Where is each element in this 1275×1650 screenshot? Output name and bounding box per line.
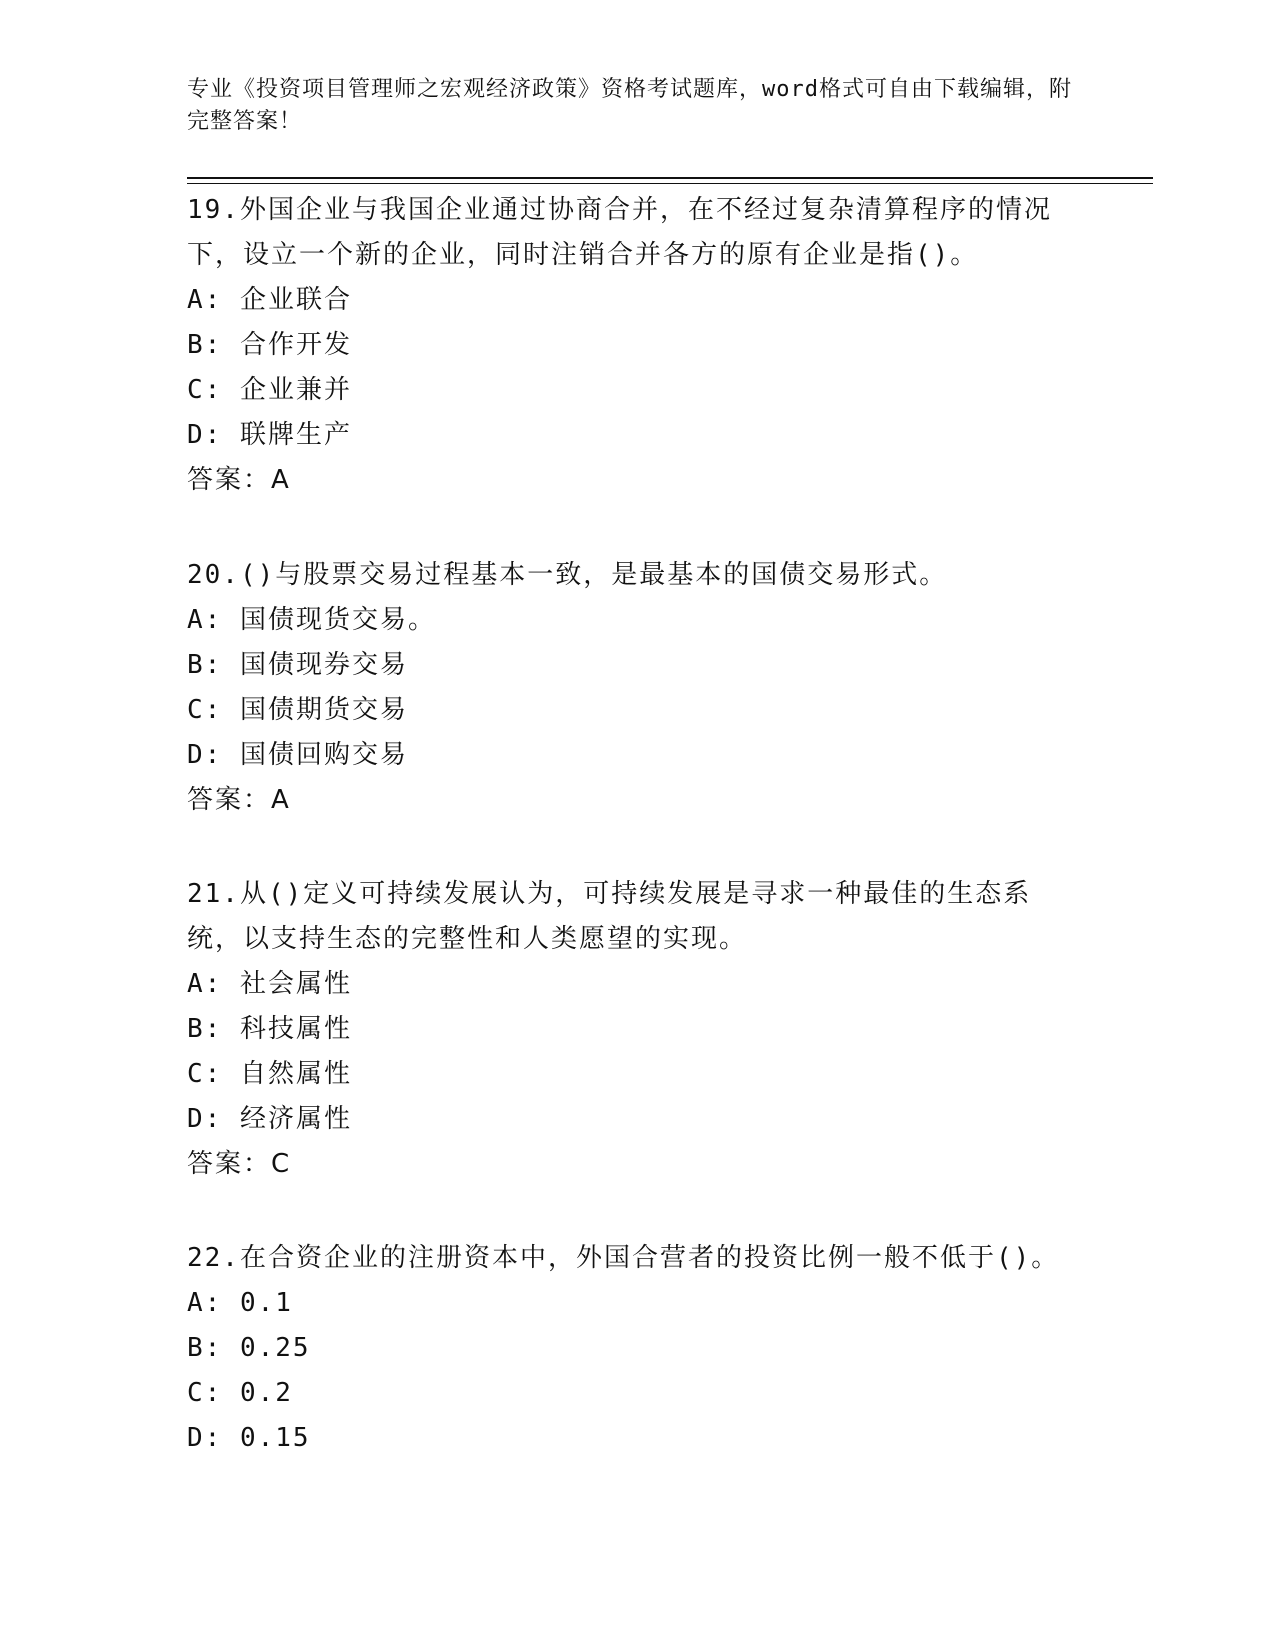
header-rule-thick bbox=[187, 177, 1153, 179]
question-19 bbox=[187, 188, 1087, 503]
question-stem: 19.外国企业与我国企业通过协商合并，在不经过复杂清算程序的情况下，设立一个新的企业，同时注销合并各方的原有企业是指()。 bbox=[187, 195, 1052, 270]
option-c: C: 国债期货交易 bbox=[187, 695, 408, 725]
document-intro: 专业《投资项目管理师之宏观经济政策》资格考试题库，word格式可自由下载编辑，附完整答案！ bbox=[187, 77, 1072, 134]
option-c: C: 自然属性 bbox=[187, 1059, 352, 1089]
answer: 答案：C bbox=[187, 1149, 292, 1179]
question-stem: 20.()与股票交易过程基本一致，是最基本的国债交易形式。 bbox=[187, 560, 948, 590]
option-c: C: 0.2 bbox=[187, 1378, 293, 1408]
option-d: D: 经济属性 bbox=[187, 1104, 352, 1134]
option-d: D: 联牌生产 bbox=[187, 420, 352, 450]
option-c: C: 企业兼并 bbox=[187, 375, 352, 405]
option-d: D: 0.15 bbox=[187, 1423, 311, 1453]
question-stem: 22.在合资企业的注册资本中，外国合营者的投资比例一般不低于()。 bbox=[187, 1243, 1060, 1273]
option-b: B: 合作开发 bbox=[187, 330, 352, 360]
answer: 答案：A bbox=[187, 465, 291, 495]
question-stem: 21.从()定义可持续发展认为，可持续发展是寻求一种最佳的生态系统，以支持生态的完整性和人类愿望的实现。 bbox=[187, 879, 1032, 954]
option-a: A: 社会属性 bbox=[187, 969, 352, 999]
answer: 答案：A bbox=[187, 785, 291, 815]
option-b: B: 科技属性 bbox=[187, 1014, 352, 1044]
option-b: B: 0.25 bbox=[187, 1333, 311, 1363]
header-rule-thin bbox=[187, 183, 1153, 184]
option-a: A: 企业联合 bbox=[187, 285, 352, 315]
option-a: A: 国债现货交易。 bbox=[187, 605, 436, 635]
question-20 bbox=[187, 553, 1087, 823]
option-b: B: 国债现券交易 bbox=[187, 650, 408, 680]
option-a: A: 0.1 bbox=[187, 1288, 293, 1318]
question-22 bbox=[187, 1236, 1087, 1461]
option-d: D: 国债回购交易 bbox=[187, 740, 408, 770]
question-21 bbox=[187, 872, 1087, 1187]
